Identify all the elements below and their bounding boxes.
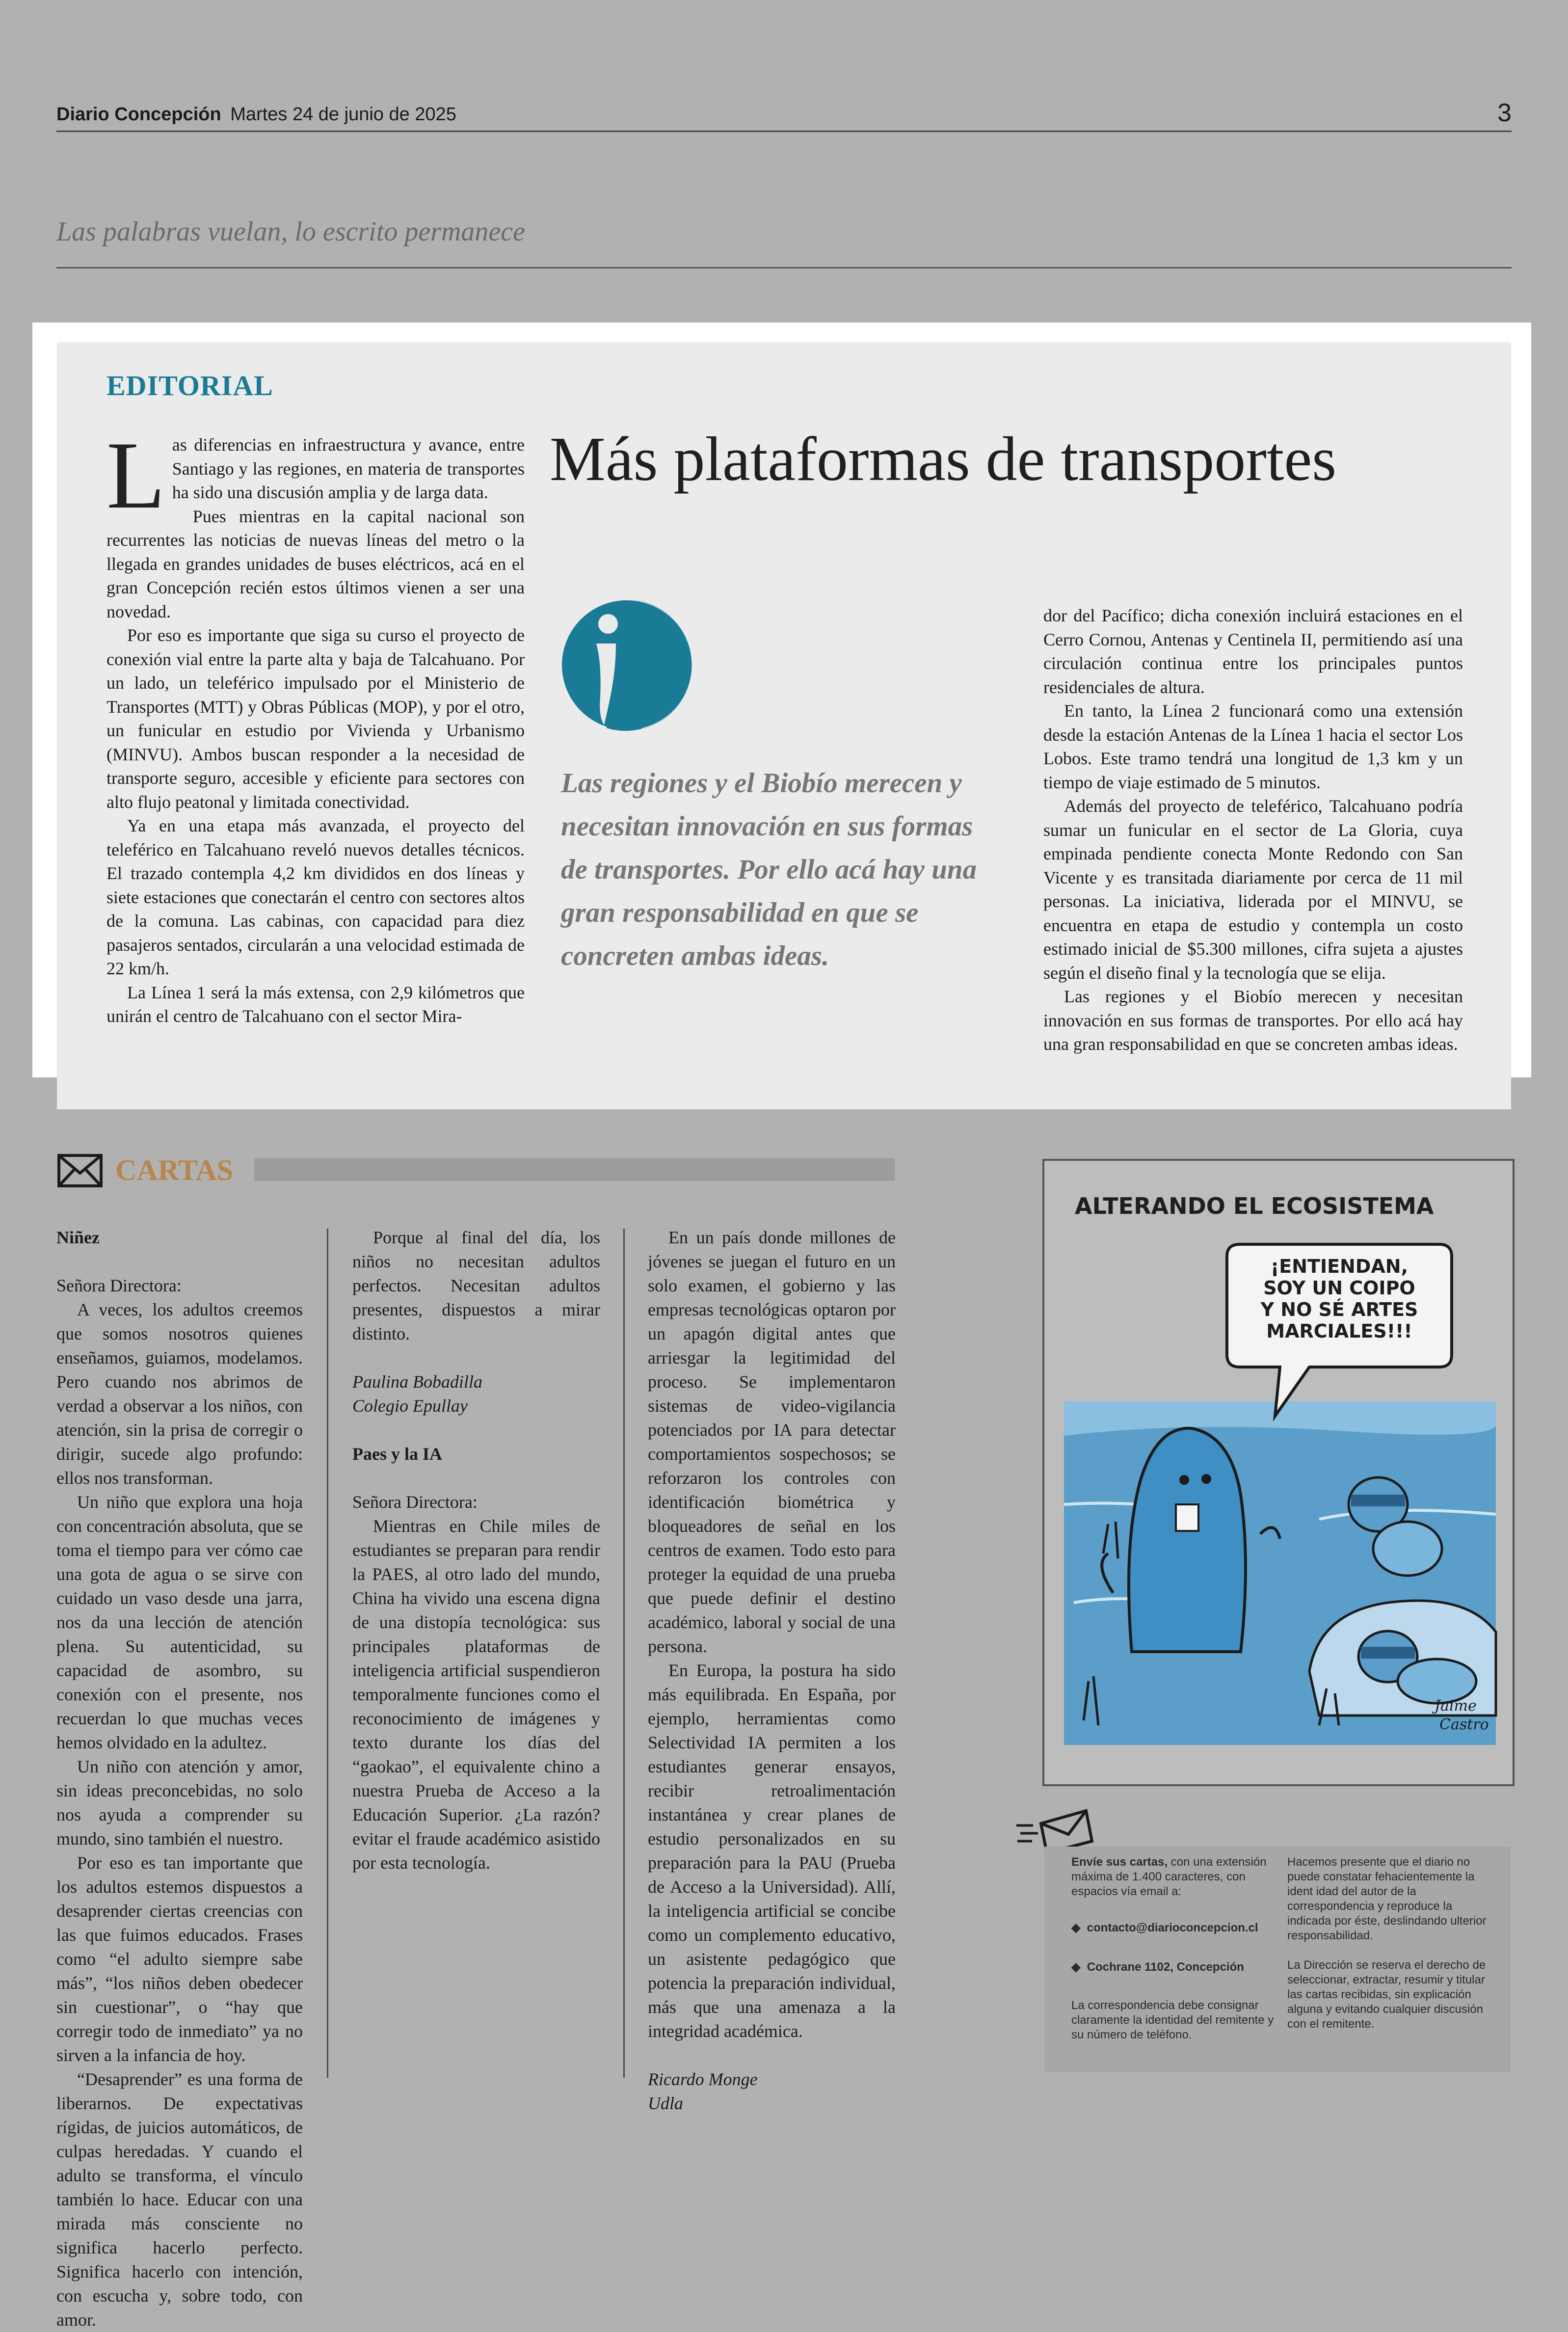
drop-cap: L bbox=[106, 422, 165, 529]
disclaimer: La Dirección se reserva el derecho de seleccionar, extractar, resumir y titular las cartas recibidas, sin explicación alguna y evitando cualquier discusión con el remitente. bbox=[1287, 1958, 1486, 2031]
section-motto bbox=[56, 211, 1512, 268]
letter-paragraph: En Europa, la postura ha sido más equilibrada. En España, por ejemplo, herramientas como Selectividad IA permiten a los estudiantes generar ensayos, recibir retroalimentación instantánea y crear planes de estudio personalizados en su preparación para la PAU (Prueba de Acceso a la Universidad). Allí, la inteligencia artificial se concibe como un complemento educativo, un asistente pedagógico que potencia la preparación individual, más que una amenaza a la integridad académica. bbox=[648, 1661, 896, 2041]
envelope-icon bbox=[57, 1153, 103, 1188]
letter-paragraph: Mientras en Chile miles de estudiantes se preparan para rendir la PAES, al otro lado del mundo, China ha vivido una escena digna de una distopía tecnológica: sus principales plataformas de inteligencia artificial suspendieron temporalmente funciones como el reconocimiento de imágenes y texto durante los días del “gaokao”, el equivalente chino a nuestra Prueba de Acceso a la Educación Superior. ¿La razón? evitar el fraude académico asistido por esta tecnología. bbox=[352, 1516, 600, 1873]
letter-paragraph: En un país donde millones de jóvenes se juegan el futuro en un solo examen, el gobierno y las empresas tecnológicas optaron por un apagón digital antes que arriesgar la legitimidad del proceso. Se implementaron sistemas de video-vigilancia potenciados por IA para detectar comportamientos sospechosos; se reforzaron los controles con identificación biométrica y bloqueadores de señal en los centros de examen. Todo esto para proteger la equidad de una prueba que puede definir el destino académico, laboral y social de una persona. bbox=[648, 1228, 896, 1656]
pull-quote: Las regiones y el Biobío merecen y necesitan innovación en sus formas de transportes. Por ello acá hay una gran responsabilidad en que se concreten ambas ideas. bbox=[561, 768, 977, 971]
speech-line: SOY UN COIPO bbox=[1263, 1277, 1415, 1299]
editorial-paragraph: En tanto, la Línea 2 funcionará como una extensión desde la estación Antenas de la Línea 1 hacia el sector Los Lobos. Este tramo tendrá una longitud de 1,3 km y un tiempo de viaje estimado de 5 minutos. bbox=[1043, 701, 1463, 792]
editorial-paragraph: La Línea 1 será la más extensa, con 2,9 kilómetros que unirán el centro de Talcahuano con el sector Mira- bbox=[106, 982, 525, 1026]
editorial-column-1 bbox=[106, 422, 525, 1028]
editorial-paragraph: Pues mientras en la capital nacional son recurrentes las noticias de nuevas líneas del metro o la llegada en grandes unidades de buses eléctricos, acá en el gran Concepción recién estos últimos vienen a ser una novedad. bbox=[106, 506, 525, 621]
editorial-column-3 bbox=[1043, 604, 1463, 1056]
letter-affiliation: Udla bbox=[648, 2093, 683, 2113]
artist-signature: Castro bbox=[1439, 1716, 1489, 1733]
letter-author: Paulina Bobadilla bbox=[352, 1372, 482, 1392]
editorial-paragraph: Por eso es importante que siga su curso el proyecto de conexión vial entre la parte alta y baja de Talcahuano. Por un lado, un teleférico impulsado por el Ministerio de Transportes (MTT) y Obras Públicas (MOP), y por el otro, un funicular en estudio por Vivienda y Urbanismo (MINVU). Ambos buscan responder a la necesidad de transporte seguro, accesible y eficiente para sectores con alto flujo peatonal y limitada conectividad. bbox=[106, 625, 525, 812]
speech-line: MARCIALES!!! bbox=[1266, 1320, 1412, 1342]
page-header bbox=[56, 98, 1512, 132]
letter-title: Niñez bbox=[56, 1228, 100, 1247]
page-number: 3 bbox=[1497, 99, 1512, 127]
issue-date: Martes 24 de junio de 2025 bbox=[230, 104, 456, 125]
editorial-paragraph: Además del proyecto de teleférico, Talcahuano podría sumar un funicular en el sector de La Gloria, cuya empinada pendiente conecta Monte Redondo con San Vicente y es transitada diariamente por cerca de 11 mil personas. La iniciativa, liderada por el MINVU, se encuentra en etapa de estudio y contempla un costo estimado inicial de $5.300 millones, cifra sujeta a ajustes según el diseño final y la tecnología que se elija. bbox=[1043, 796, 1463, 983]
letter-paragraph: Un niño con atención y amor, sin ideas preconcebidas, no solo nos ayuda a comprender su mundo, sino también el nuestro. bbox=[56, 1757, 303, 1849]
info-column-2 bbox=[1287, 1855, 1498, 2032]
letter-paragraph: Porque al final del día, los niños no necesitan adultos perfectos. Necesitan adultos presentes, dispuestos a mirar distinto. bbox=[352, 1228, 600, 1343]
letter-paragraph: “Desaprender” es una forma de liberarnos. De expectativas rígidas, de juicios automáticos, de culpas heredadas. Y cuando el adulto se transforma, el vínculo también lo hace. Educar con una mirada más consciente no significa hacerlo perfecto. Significa hacerlo con intención, con escucha y, sobre todo, con amor. bbox=[56, 2069, 303, 2330]
editorial-paragraph: Las regiones y el Biobío merecen y necesitan innovación en sus formas de transportes. Por ello acá hay una gran responsabilidad en que se concreten ambas ideas. bbox=[1043, 987, 1463, 1054]
editorial-paragraph: Las diferencias en infraestructura y avance, entre Santiago y las regiones, en materia de transportes ha sido una discusión amplia y de larga data. bbox=[106, 422, 525, 529]
letter-salutation: Señora Directora: bbox=[56, 1276, 182, 1295]
cartas-heading: CARTAS bbox=[115, 1154, 234, 1186]
paper-name: Diario Concepción bbox=[56, 104, 221, 125]
submission-instructions: Envíe sus cartas, con una extensión máxima de 1.400 caracteres, con espacios vía email a: bbox=[1071, 1855, 1267, 1898]
letters-column-3 bbox=[648, 1226, 896, 2116]
letters-column-1 bbox=[56, 1226, 303, 2332]
speech-line: Y NO SÉ ARTES bbox=[1260, 1299, 1418, 1320]
contact-email: ◆ contacto@diarioconcepcion.cl bbox=[1071, 1921, 1258, 1934]
editorial-kicker: EDITORIAL bbox=[106, 370, 273, 402]
editorial-paragraph: dor del Pacífico; dicha conexión incluirá estaciones en el Cerro Cornou, Antenas y Centinela II, permitiendo así una circulación continua entre los principales puntos residenciales de altura. bbox=[1043, 606, 1463, 697]
info-icon bbox=[561, 596, 692, 734]
info-column-1 bbox=[1071, 1855, 1277, 2042]
letters-info-box bbox=[1044, 1847, 1511, 2072]
column-rule bbox=[623, 1229, 625, 2078]
artist-signature: Jaime bbox=[1435, 1697, 1477, 1715]
correspondence-note: La correspondencia debe consignar claramente la identidad del remitente y su número de teléfono. bbox=[1071, 1999, 1274, 2041]
cartoon-illustration bbox=[1044, 1161, 1513, 1784]
letter-paragraph: A veces, los adultos creemos que somos nosotros quienes enseñamos, guiamos, modelamos. Pero cuando nos abrimos de verdad a observar a los niños, con atención, sin la prisa de corregir o dirigir, sucede algo profundo: ellos nos transforman. bbox=[56, 1300, 303, 1488]
editorial-paragraph: Ya en una etapa más avanzada, el proyecto del teleférico en Talcahuano reveló nuevos detalles técnicos. El trazado contempla 4,2 km divididos en dos líneas y siete estaciones que conectarán el centro con sectores altos de la comuna. Las cabinas, con capacidad para diez pasajeros sentados, circularán a una velocidad estimada de 22 km/h. bbox=[106, 816, 525, 978]
letter-affiliation: Colegio Epullay bbox=[352, 1396, 468, 1416]
cartoon-title: ALTERANDO EL ECOSISTEMA bbox=[1075, 1193, 1434, 1219]
cartas-divider-bar bbox=[254, 1158, 895, 1181]
motto-text: Las palabras vuelan, lo escrito permanece bbox=[56, 216, 525, 247]
column-rule bbox=[327, 1229, 328, 2078]
cartoon-panel bbox=[1042, 1159, 1515, 1786]
disclaimer: Hacemos presente que el diario no puede constatar fehacientemente la ident idad del autor de la correspondencia y reproduce la indicada por éste, deslindando ulterior responsabilidad. bbox=[1287, 1855, 1487, 1942]
letter-paragraph: Por eso es tan importante que los adultos estemos dispuestos a desaprender ciertas creencias con las que fuimos educados. Frases como “el adulto siempre sabe más”, “los niños deben obedecer sin cuestionar”, o “hay que corregir todo de inmediato” ya no sirven a la infancia de hoy. bbox=[56, 1853, 303, 2065]
letter-author: Ricardo Monge bbox=[648, 2069, 758, 2089]
contact-address: ◆ Cochrane 1102, Concepción bbox=[1071, 1960, 1244, 1974]
editorial-title: Más plataformas de transportes bbox=[550, 424, 1337, 494]
speech-line: ¡ENTIENDAN, bbox=[1270, 1256, 1409, 1277]
masthead bbox=[56, 104, 456, 125]
letter-title: Paes y la IA bbox=[352, 1444, 442, 1464]
letters-column-2 bbox=[352, 1226, 600, 1875]
letter-paragraph: Un niño que explora una hoja con concentración absoluta, que se toma el tiempo para ver cómo cae una gota de agua o se sirve con cuidado un vaso desde una jarra, nos da una lección de atención plena. Su autenticidad, su capacidad de asombro, su conexión con el presente, nos recuerdan lo que muchas veces hemos olvidado en la adultez. bbox=[56, 1492, 303, 1752]
letter-salutation: Señora Directora: bbox=[352, 1492, 478, 1512]
